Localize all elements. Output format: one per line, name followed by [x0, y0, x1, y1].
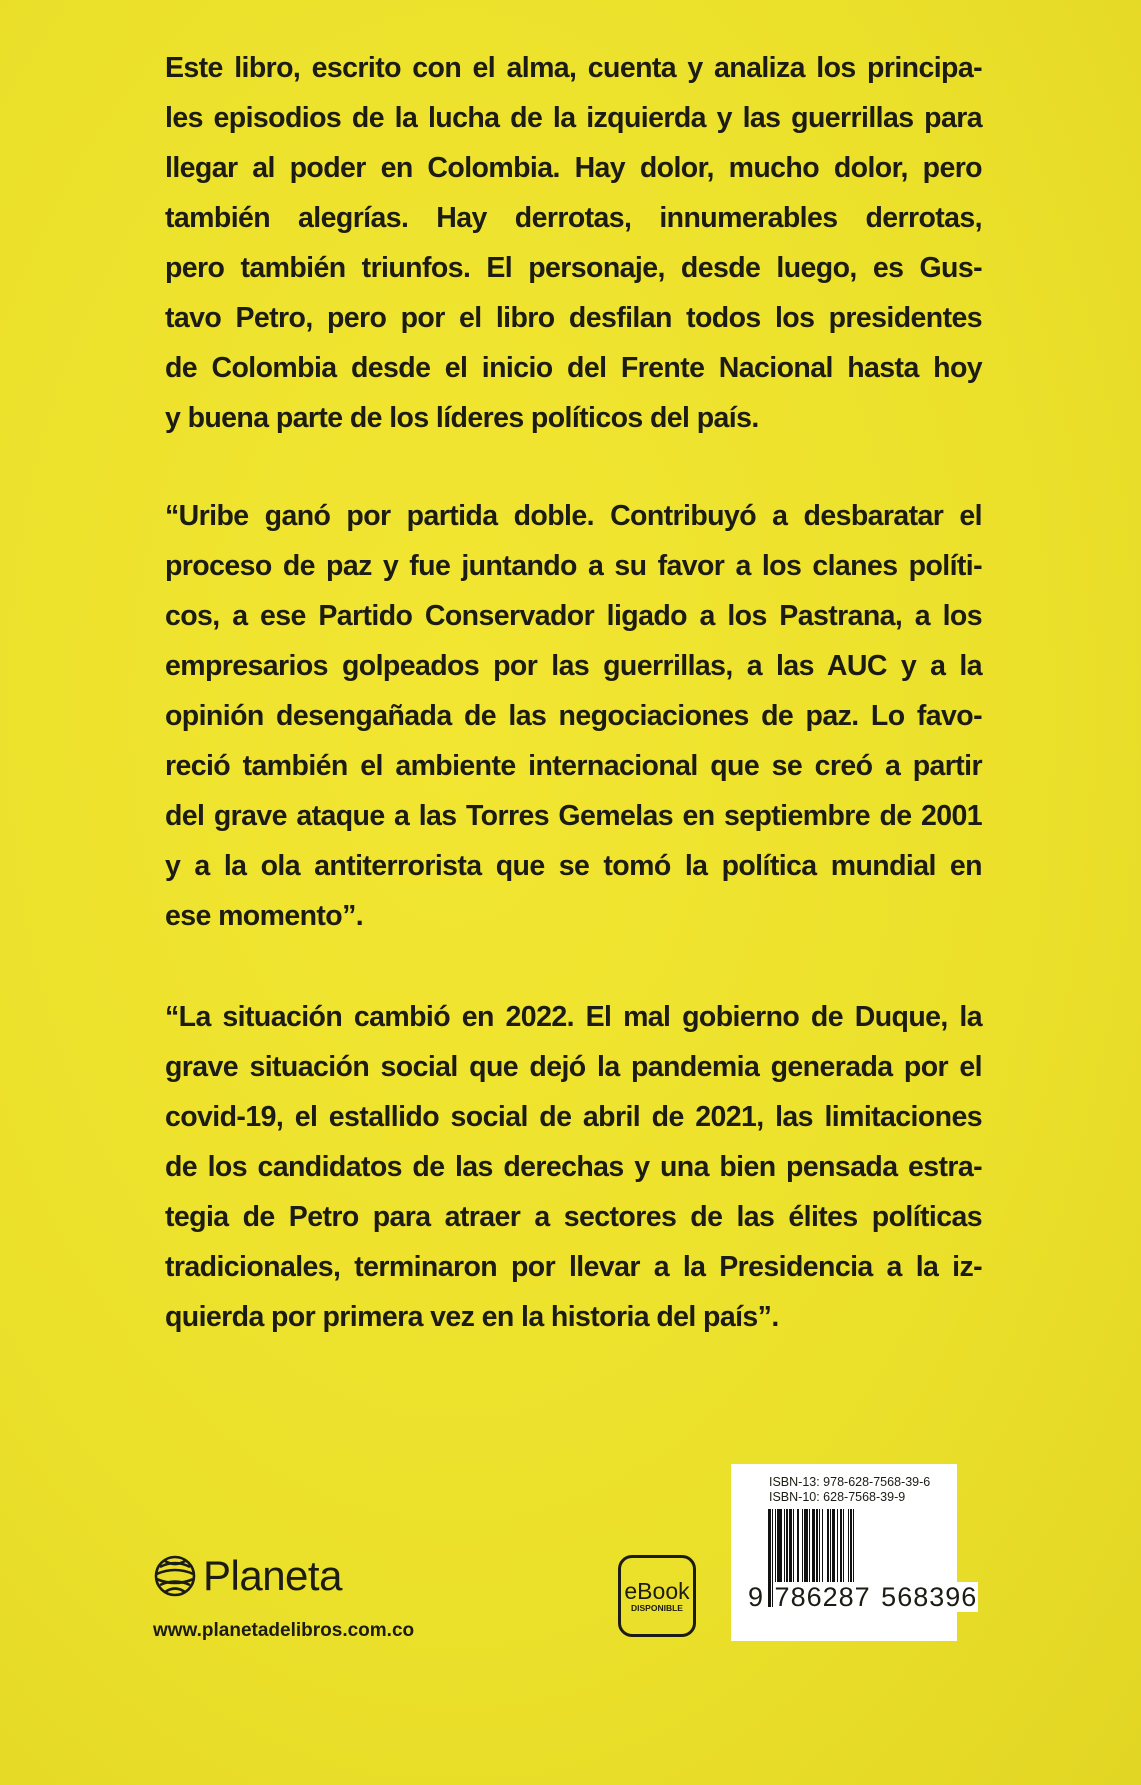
text-line: llegar al poder en Colombia. Hay dolor, mucho dolor, pero: [165, 152, 982, 184]
text-line: quierda por primera vez en la historia del país”.: [165, 1301, 779, 1333]
text-line: grave situación social que dejó la pandemia generada por el: [165, 1051, 982, 1083]
publisher-name: Planeta: [203, 1552, 342, 1599]
text-line: proceso de paz y fue juntando a su favor a los clanes políti-: [165, 550, 982, 582]
isbn-10: ISBN-10: 628-7568-39-9: [769, 1490, 906, 1504]
ebook-badge: [618, 1555, 696, 1637]
text-line: del grave ataque a las Torres Gemelas en septiembre de 2001: [165, 800, 982, 832]
publisher-url: www.planetadelibros.com.co: [153, 1620, 415, 1641]
text-line: pero también triunfos. El personaje, desde luego, es Gus-: [165, 252, 982, 284]
text-line: también alegrías. Hay derrotas, innumerables derrotas,: [165, 202, 982, 234]
text-line: y a la ola antiterrorista que se tomó la política mundial en: [165, 850, 982, 882]
planeta-logo: [153, 1552, 342, 1600]
text-line: tradicionales, terminaron por llevar a la Presidencia a la iz-: [165, 1251, 982, 1283]
text-line: “Uribe ganó por partida doble. Contribuyó a desbaratar el: [165, 500, 982, 532]
text-line: cos, a ese Partido Conservador ligado a los Pastrana, a los: [165, 600, 982, 632]
ebook-subtitle: DISPONIBLE: [631, 1603, 683, 1613]
barcode-digits-right: 568396: [881, 1582, 978, 1612]
quote-paragraph-uribe: [165, 491, 982, 941]
text-line: reció también el ambiente internacional que se creó a partir: [165, 750, 982, 782]
text-line: de Colombia desde el inicio del Frente Nacional hasta hoy: [165, 352, 982, 384]
text-line: empresarios golpeados por las guerrillas, a las AUC y a la: [165, 650, 982, 682]
barcode-digit-prefix: 9: [748, 1582, 765, 1612]
text-line: “La situación cambió en 2022. El mal gobierno de Duque, la: [165, 1001, 982, 1033]
text-line: ese momento”.: [165, 900, 364, 932]
synopsis-paragraph: [165, 43, 982, 443]
text-line: de los candidatos de las derechas y una bien pensada estra-: [165, 1151, 982, 1183]
barcode-digits-left: 786287: [774, 1582, 871, 1612]
quote-paragraph-2022: [165, 992, 982, 1342]
ebook-title: eBook: [624, 1578, 690, 1604]
barcode-digits: [747, 1582, 978, 1613]
text-line: Este libro, escrito con el alma, cuenta y analiza los principa-: [165, 52, 982, 84]
text-line: opinión desengañada de las negociaciones de paz. Lo favo-: [165, 700, 982, 732]
text-line: y buena parte de los líderes políticos del país.: [165, 402, 759, 434]
globe-icon: [153, 1554, 197, 1598]
text-line: tegia de Petro para atraer a sectores de las élites políticas: [165, 1201, 982, 1233]
isbn-13: ISBN-13: 978-628-7568-39-6: [769, 1475, 931, 1489]
text-line: covid-19, el estallido social de abril de 2021, las limitaciones: [165, 1101, 982, 1133]
isbn-barcode-label: [731, 1464, 978, 1641]
text-line: les episodios de la lucha de la izquierda y las guerrillas para: [165, 102, 982, 134]
text-line: tavo Petro, pero por el libro desfilan todos los presidentes: [165, 302, 982, 334]
